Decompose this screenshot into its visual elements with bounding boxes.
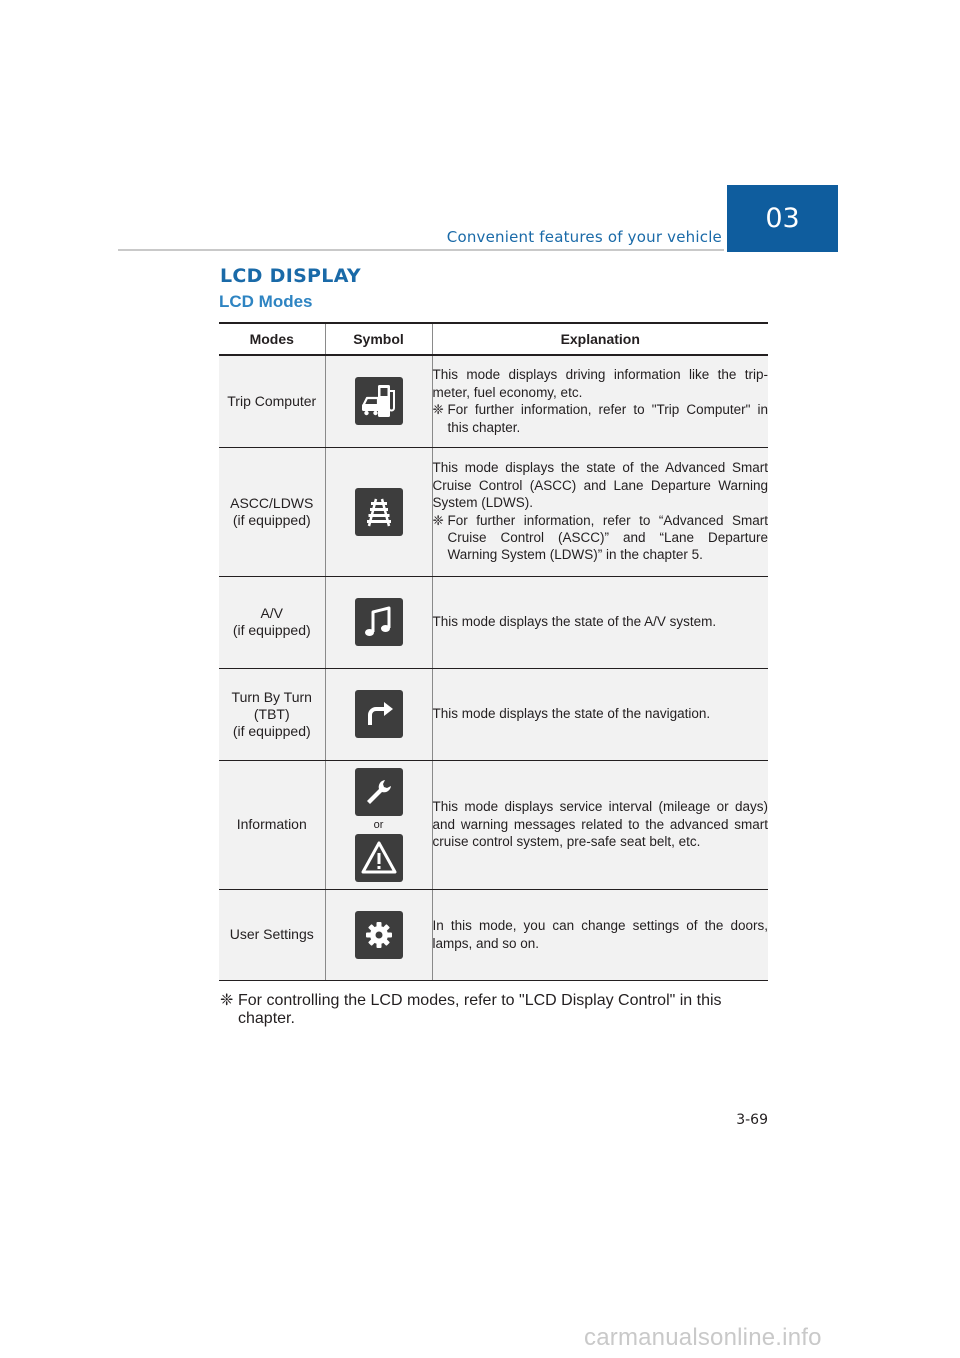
mode-line: Turn By Turn [231, 688, 312, 705]
lcd-modes-table [219, 322, 768, 981]
table-row [219, 668, 768, 760]
table-row [219, 355, 768, 447]
wrench-icon [355, 768, 403, 816]
symbol-cell [325, 447, 432, 576]
explanation-cell [432, 668, 768, 760]
mode-name [219, 889, 325, 980]
mode-line: (if equipped) [232, 511, 311, 528]
mode-line: Information [236, 816, 307, 832]
turn-arrow-icon [355, 690, 403, 738]
table-header-row [219, 323, 768, 355]
mode-name [219, 760, 325, 889]
explanation-cell [432, 889, 768, 980]
running-header-title: Convenient features of your vehicle [446, 228, 722, 246]
explanation-cell [432, 760, 768, 889]
header-rule [118, 249, 724, 251]
column-header-symbol: Symbol [325, 323, 432, 355]
note-mark: ❈ [432, 512, 444, 528]
footnote [220, 992, 760, 1028]
mode-name [219, 447, 325, 576]
symbol-cell [325, 668, 432, 760]
footnote-text: For controlling the LCD modes, refer to "LCD Display Control" in this chapter. [238, 992, 722, 1027]
column-header-explanation: Explanation [432, 323, 768, 355]
explanation-text: This mode displays the state of the A/V system. [432, 614, 717, 630]
mode-name [219, 576, 325, 668]
explanation-cell [432, 576, 768, 668]
mode-line: A/V [260, 605, 284, 621]
mode-line: ASCC/LDWS [230, 494, 314, 511]
explanation-text: This mode displays driving information like the trip-meter, fuel economy, etc. [432, 367, 768, 400]
symbol-cell [325, 889, 432, 980]
note-mark: ❈ [220, 992, 234, 1009]
explanation-text: This mode displays the state of the Advanced Smart Cruise Control (ASCC) and Lane Departure Warning System (LDWS). [432, 460, 768, 511]
symbol-cell [325, 576, 432, 668]
ascc-ldws-lane-icon [355, 488, 403, 536]
explanation-text: This mode displays service interval (mileage or days) and warning messages related to the advanced smart cruise control system, pre-safe seat belt, etc. [432, 799, 768, 850]
explanation-note [433, 512, 769, 564]
note-text: For further information, refer to "Trip Computer" in this chapter. [447, 402, 768, 435]
explanation-cell [432, 447, 768, 576]
explanation-cell [432, 355, 768, 447]
warning-triangle-icon [355, 834, 403, 882]
watermark: carmanualsonline.info [584, 1324, 822, 1351]
mode-line: (if equipped) [232, 722, 311, 739]
table-row [219, 889, 768, 980]
mode-name [219, 668, 325, 760]
symbol-cell [325, 355, 432, 447]
column-header-modes: Modes [219, 323, 325, 355]
music-note-icon [355, 598, 403, 646]
mode-name [219, 355, 325, 447]
explanation-text: In this mode, you can change settings of the doors, lamps, and so on. [432, 918, 768, 951]
explanation-note [433, 401, 769, 436]
note-text: For further information, refer to “Advanced Smart Cruise Control (ASCC)” and “Lane Departure Warning System (LDWS)” in the chapter 5. [447, 512, 768, 563]
table-row [219, 447, 768, 576]
page-number: 3-69 [736, 1112, 768, 1128]
section-title: LCD DISPLAY [220, 265, 361, 287]
table-row [219, 576, 768, 668]
symbol-cell [325, 760, 432, 889]
trip-computer-fuel-icon [355, 377, 403, 425]
or-label: or [373, 818, 384, 831]
mode-line: User Settings [229, 926, 314, 942]
mode-line: Trip Computer [227, 392, 317, 409]
gear-icon [355, 911, 403, 959]
chapter-tab: 03 [727, 185, 838, 252]
explanation-text: This mode displays the state of the navigation. [432, 706, 711, 722]
mode-line: (if equipped) [232, 622, 311, 638]
sub-title: LCD Modes [219, 292, 313, 311]
mode-line: (TBT) [253, 705, 290, 722]
note-mark: ❈ [432, 402, 444, 418]
table-row [219, 760, 768, 889]
